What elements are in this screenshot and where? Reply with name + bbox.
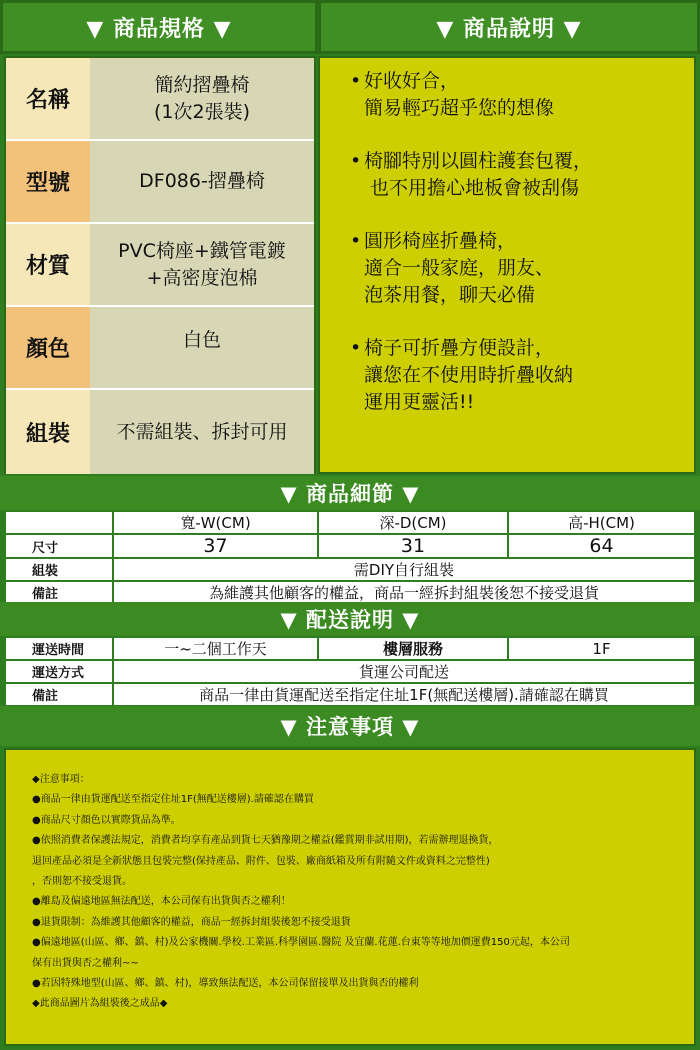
- delivery-time-label: 運送時間: [5, 637, 113, 660]
- col-width-header: 寬-W(CM): [113, 511, 318, 534]
- spec-value: [90, 307, 314, 388]
- bullet-icon: •: [350, 230, 362, 252]
- spec-value-line: 簡約摺疊椅: [154, 73, 250, 96]
- assembly-value: 需DIY自行組裝: [113, 558, 695, 581]
- description-line: 運用更靈活!!: [364, 391, 475, 413]
- size-label: 尺寸: [5, 534, 113, 558]
- spec-row-name: [6, 58, 314, 141]
- spec-label: 名稱: [6, 58, 90, 139]
- description-line: 簡易輕巧超乎您的想像: [364, 97, 555, 119]
- description-line: 圓形椅座折疊椅，: [364, 230, 517, 252]
- description-item: [350, 335, 684, 416]
- spec-value-line: (1次2張裝): [153, 100, 250, 123]
- bullet-icon: •: [350, 150, 362, 172]
- detail-note-label: 備註: [5, 581, 113, 604]
- description-line: 讓您在不使用時折疊收納: [364, 364, 574, 386]
- description-item: [350, 148, 684, 202]
- notice-line: ●商品一律由貨運配送至指定住址1F(無配送樓層).請確認在購買: [32, 794, 314, 806]
- spec-header: ▼ 商品規格 ▼: [0, 0, 318, 54]
- bullet-icon: •: [350, 70, 362, 92]
- notice-line: ●退貨限制：為維護其他顧客的權益，商品一經拆封組裝後恕不接受退貨: [32, 916, 351, 928]
- notice-header: ▼ 注意事項 ▼: [0, 706, 700, 746]
- depth-value: 31: [318, 534, 508, 558]
- detail-table: [4, 510, 696, 605]
- spec-value: [90, 224, 314, 305]
- col-height-header: 高-H(CM): [508, 511, 695, 534]
- delivery-method-value: 貨運公司配送: [113, 660, 695, 683]
- description-line: 也不用擔心地板會被刮傷: [370, 177, 580, 199]
- spec-value-line: 白色: [182, 329, 221, 351]
- delivery-method-label: 運送方式: [5, 660, 113, 683]
- spec-label: 組裝: [6, 390, 90, 474]
- description-line: 好收好合，: [364, 70, 460, 92]
- delivery-table: [4, 636, 696, 707]
- bullet-icon: •: [350, 337, 362, 359]
- notice-line: ，否則恕不接受退貨。: [32, 876, 132, 888]
- spec-label: 型號: [6, 141, 90, 222]
- spec-value: [90, 390, 314, 474]
- notice-line: ●商品尺寸顏色以實際貨品為準。: [32, 814, 181, 826]
- delivery-note-label: 備註: [5, 683, 113, 706]
- spec-row-color: [6, 307, 314, 390]
- delivery-note-value: 商品一律由貨運配送至指定住址1F(無配送樓層).請確認在購買: [113, 683, 695, 706]
- detail-note-value: 為維護其他顧客的權益，商品一經拆封組裝後恕不接受退貨: [113, 581, 695, 604]
- spec-label: 顏色: [6, 307, 90, 388]
- notice-panel: [4, 748, 696, 1046]
- spec-row-model: [6, 141, 314, 224]
- spec-value-line: DF086-摺疊椅: [139, 170, 265, 192]
- notice-line: ●依照消費者保護法規定，消費者均享有產品到貨七天猶豫期之權益(鑑賞期非試用期)，若需辦理退換貨，: [32, 835, 499, 847]
- delivery-method-row: [5, 660, 695, 683]
- assembly-row: [5, 558, 695, 581]
- top-header-row: [0, 0, 700, 54]
- notice-line: ◆此商品圖片為組裝後之成品◆: [32, 998, 168, 1010]
- delivery-header: ▼ 配送說明 ▼: [0, 602, 700, 636]
- delivery-note-row: [5, 683, 695, 706]
- spec-row-assembly: [6, 390, 314, 474]
- description-item: [350, 68, 684, 122]
- notice-line: ●偏遠地區(山區、鄉、鎮、村)及公家機關.學校.工業區.科學園區.醫院 及宜蘭.花蓮.台東等等地加價運費150元起，本公司: [32, 937, 570, 949]
- notice-line: 保有出貨與否之權利~~: [32, 957, 139, 969]
- description-item: [350, 228, 684, 309]
- spec-value-line: PVC椅座+鐵管電鍍: [118, 239, 286, 262]
- spec-table: [4, 56, 316, 474]
- detail-note-row: [5, 581, 695, 604]
- spec-value-line: +高密度泡棉: [146, 266, 258, 289]
- size-row: [5, 534, 695, 558]
- detail-header: ▼ 商品細節 ▼: [0, 476, 700, 510]
- notice-line: 退回產品必須是全新狀態且包裝完整(保持產品、附件、包裝、廠商紙箱及所有附隨文件或資料之完整性): [32, 855, 490, 867]
- description-line: 椅子可折疊方便設計，: [364, 337, 555, 359]
- description-line: 椅腳特別以圓柱護套包覆，: [364, 150, 593, 172]
- delivery-time-row: [5, 637, 695, 660]
- notice-line: ●離島及偏遠地區無法配送，本公司保有出貨與否之權利！: [32, 896, 291, 908]
- notice-line: ●若因特殊地型(山區、鄉、鎮、村)，導致無法配送，本公司保留接單及出貨與否的權利: [32, 978, 419, 990]
- description-line: 適合一般家庭，朋友、: [364, 257, 555, 279]
- spec-value: [90, 141, 314, 222]
- spec-row-material: [6, 224, 314, 307]
- notice-line: ◆注意事項：: [32, 774, 90, 785]
- description-panel: [318, 56, 696, 474]
- spec-label: 材質: [6, 224, 90, 305]
- delivery-time-value: 一~二個工作天: [113, 637, 318, 660]
- spec-value: [90, 58, 314, 139]
- floor-service-value: 1F: [508, 637, 695, 660]
- floor-service-label: 樓層服務: [318, 637, 508, 660]
- height-value: 64: [508, 534, 695, 558]
- width-value: 37: [113, 534, 318, 558]
- description-line: 泡茶用餐，聊天必備: [364, 284, 536, 306]
- description-header: ▼ 商品說明 ▼: [318, 0, 700, 54]
- spec-value-line: 不需組裝、拆封可用: [116, 420, 288, 443]
- detail-header-row: [5, 511, 695, 534]
- col-depth-header: 深-D(CM): [318, 511, 508, 534]
- assembly-label: 組裝: [5, 558, 113, 581]
